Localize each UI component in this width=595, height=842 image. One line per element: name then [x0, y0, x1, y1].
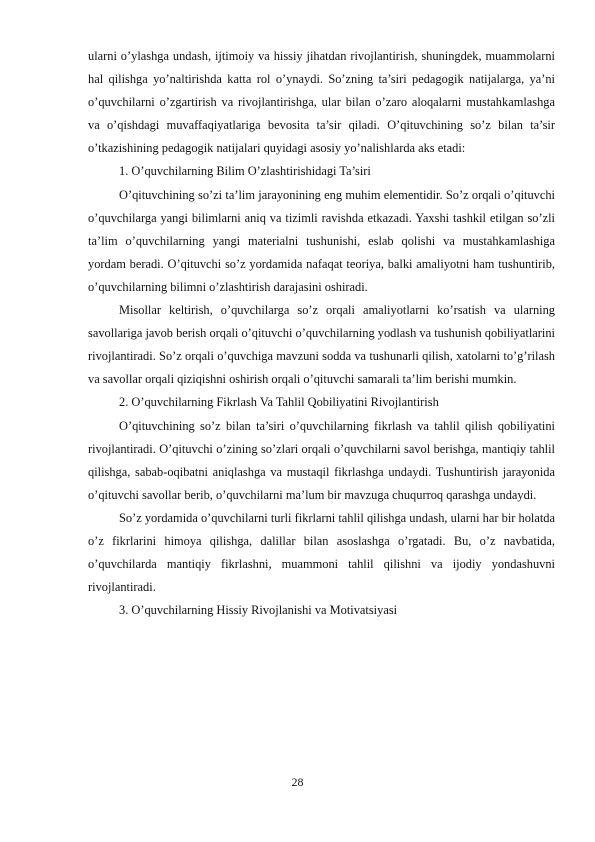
paragraph-intro-continuation: ularni o’ylashga undash, ijtimoiy va hissiy jihatdan rivojlantirish, shuningdek, muammolarni hal qilishga yo’naltirishda katta rol o’ynaydi. So’zning ta’siri pedagogik natijalarga, ya’ni o’quvchilarni o’zgartirish va rivojlantirishga, ular bilan o’zaro aloqalarni mustahkamlashga va o’qishdagi muvaffaqiyatlariga bevosita ta’sir qiladi. O’qituvchining so’z bilan ta’sir o’tkazishining pedagogik natijalari quyidagi asosiy yo’nalishlarda aks etadi:: [88, 49, 555, 156]
paragraph-knowledge-1: O’qituvchining so’zi ta’lim jarayonining eng muhim elementidir. So’z orqali o’qituvchi o’quvchilarga yangi bilimlarni aniq va tizimli ravishda etkazadi. Yaxshi tashkil etilgan so’zli ta’lim o’quvchilarning yangi materialni tushunishi, eslab qolishi va mustahkamlashiga yordam beradi. O’qituvchi so’z yordamida nafaqat teoriya, balki amaliyotni ham tushuntirib, o’quvchilarning bilimni o’zlashtirish darajasini oshiradi.: [88, 187, 555, 294]
paragraph-thinking-2: So’z yordamida o’quvchilarni turli fikrlarni tahlil qilishga undash, ularni har bir holatda o’z fikrlarini himoya qilishga, dalillar bilan asoslashga o’rgatadi. Bu, o’z navbatida, o’quvchilarda mantiqiy fikrlashni, muammoni tahlil qilishni va ijodiy yondashuvni rivojlantiradi.: [88, 510, 555, 595]
section-heading-knowledge: 1. O’quvchilarning Bilim O’zlashtirishidagi Ta’siri: [119, 164, 371, 179]
page-number: 28: [291, 775, 304, 789]
paragraph-knowledge-2: Misollar keltirish, o’quvchilarga so’z orqali amaliyotlarni ko’rsatish va ularning savollariga javob berish orqali o’qituvchi o’quvchilarning yodlash va tushunish qobiliyatlarini rivojlantiradi. So’z orqali o’quvchiga mavzuni sodda va tushunarli qilish, xatolarni to’g’rilash va savollar orqali qiziqishni oshirish orqali o’qituvchi samarali ta’lim berishi mumkin.: [88, 303, 555, 387]
paragraph-thinking-1: O’qituvchining so’z bilan ta’siri o’quvchilarning fikrlash va tahlil qilish qobiliyatini rivojlantiradi. O’qituvchi o’zining so’zlari orqali o’quvchilarni savol berishga, mantiqiy tahlil qilishga, sabab-oqibatni aniqlashga va mustaqil fikrlashga undaydi. Tushuntirish jarayonida o’qituvchi savollar berib, o’quvchilarni ma’lum bir mavzuga chuqurroq qarashga undaydi.: [88, 418, 555, 502]
section-heading-thinking: 2. O’quvchilarning Fikrlash Va Tahlil Qobiliyatini Rivojlantirish: [119, 395, 439, 410]
document-page: [88, 45, 555, 622]
section-heading-emotional: 3. O’quvchilarning Hissiy Rivojlanishi va Motivatsiyasi: [119, 603, 398, 618]
